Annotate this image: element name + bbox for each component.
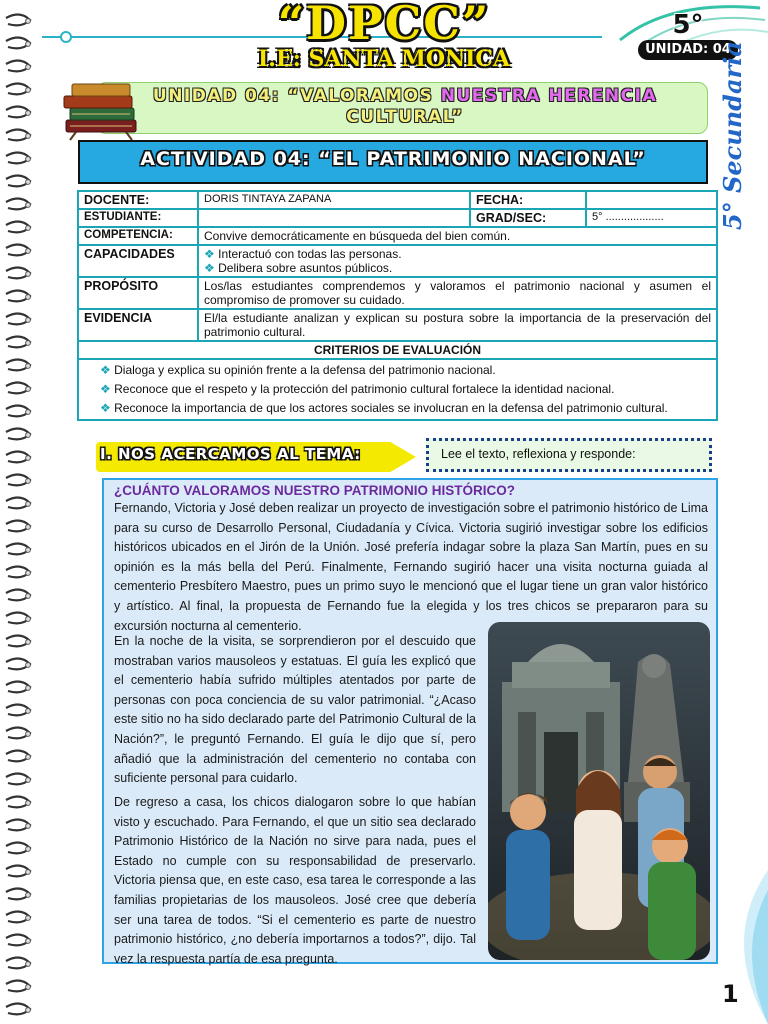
- grade-number: 5°: [672, 10, 704, 40]
- capacidad-text: Interactuó con todas las personas.: [218, 247, 402, 261]
- side-label-text: 5° Secundaria: [718, 41, 747, 230]
- spiral-hole-icon: [26, 1008, 31, 1013]
- unit-title-part2: CULTURAL”: [346, 107, 464, 127]
- spiral-hole-icon: [26, 295, 31, 300]
- spiral-hole-icon: [26, 962, 31, 967]
- spiral-binding-icon: [0, 0, 34, 1024]
- estudiante-label: ESTUDIANTE:: [78, 209, 198, 227]
- side-label: [718, 41, 758, 230]
- spiral-hole-icon: [26, 341, 31, 346]
- diamond-bullet-icon: ❖: [204, 247, 215, 261]
- activity-title: ACTIVIDAD 04: “EL PATRIMONIO NACIONAL”: [140, 148, 646, 170]
- criterio-text: Reconoce la importancia de que los actores sociales se involucran en la defensa del patrimonio cultural.: [114, 401, 668, 415]
- fecha-field[interactable]: [586, 191, 717, 209]
- school-name: I.E: SANTA MONICA: [258, 46, 510, 72]
- spiral-hole-icon: [26, 364, 31, 369]
- capacidades-list: [198, 245, 717, 277]
- docente-label: DOCENTE:: [78, 191, 198, 209]
- unit-badge: UNIDAD: 04: [638, 40, 738, 60]
- list-item: [204, 247, 711, 261]
- criterios-list: [78, 359, 717, 420]
- spiral-hole-icon: [26, 203, 31, 208]
- spiral-hole-icon: [26, 916, 31, 921]
- spiral-hole-icon: [26, 88, 31, 93]
- evidencia-label: EVIDENCIA: [78, 309, 198, 341]
- list-item: [84, 380, 711, 399]
- spiral-hole-icon: [26, 387, 31, 392]
- unit-title-accent: NUESTRA HERENCIA: [440, 86, 658, 106]
- spiral-hole-icon: [26, 479, 31, 484]
- diamond-bullet-icon: ❖: [100, 363, 111, 377]
- activity-info-table: [77, 190, 718, 421]
- spiral-hole-icon: [26, 847, 31, 852]
- spiral-hole-icon: [26, 801, 31, 806]
- page-title: “DPCC”: [277, 0, 491, 50]
- spiral-hole-icon: [26, 709, 31, 714]
- spiral-hole-icon: [26, 410, 31, 415]
- capacidad-text: Delibera sobre asuntos públicos.: [218, 261, 393, 275]
- unit-title: [110, 86, 700, 128]
- spiral-hole-icon: [26, 318, 31, 323]
- estudiante-field[interactable]: [198, 209, 470, 227]
- list-item: [204, 261, 711, 275]
- spiral-hole-icon: [26, 525, 31, 530]
- spiral-hole-icon: [26, 502, 31, 507]
- docente-value: DORIS TINTAYA ZAPANA: [198, 191, 470, 209]
- spiral-hole-icon: [26, 893, 31, 898]
- reading-paragraph-3: De regreso a casa, los chicos dialogaron sobre lo que habían visto y escuchado. Para Fernando, el que un sitio sea declarado Patrimonio Histórico de la Nación no sirve para nada, pues el Estado no cumple con su responsabilidad de preservarlo. Victoria piensa que, en este caso, esa tarea le corresponde a las familias propietarias de los mausoleos. José cree que debería ser una tarea de todos. “Si el cementerio es parte de nuestro patrimonio histórico, ¿no debería importarnos a todos?”, dijo. Tal vez la respuesta partía de esa pregunta.: [114, 795, 476, 966]
- competencia-label: COMPETENCIA:: [78, 227, 198, 245]
- section-title: I. NOS ACERCAMOS AL TEMA:: [100, 445, 361, 463]
- spiral-hole-icon: [26, 594, 31, 599]
- page-number: 1: [722, 980, 739, 1008]
- spiral-hole-icon: [26, 548, 31, 553]
- criterios-header: CRITERIOS DE EVALUACIÓN: [78, 341, 717, 359]
- reading-paragraph-1: Fernando, Victoria y José deben realizar un proyecto de investigación sobre el patrimonio histórico de Lima para su curso de Desarrollo Personal, Ciudadanía y Cívica. Victoria sugirió investigar sobre los edificios históricos ubicados en el Jirón de la Unión. José prefería indagar sobre la plaza San Martín, pues en su opinión es la más bella del Perú. Finalmente, Fernando sugirió hacer una visita nocturna guiada al cementerio Presbítero Maestro, pues un primo suyo le mencionó que el lugar tiene un gran valor histórico y artístico. Al final, la propuesta de Fernando fue la elegida y los tres chicos se prepararon para su excursión nocturna al cementerio.: [114, 501, 708, 633]
- list-item: [84, 361, 711, 380]
- spiral-hole-icon: [26, 686, 31, 691]
- criterio-text: Reconoce que el respeto y la protección del patrimonio cultural fortalece la identidad nacional.: [114, 382, 615, 396]
- spiral-hole-icon: [26, 111, 31, 116]
- proposito-label: PROPÓSITO: [78, 277, 198, 309]
- unit-title-part1: UNIDAD 04: “VALORAMOS: [152, 86, 441, 106]
- proposito-value: Los/las estudiantes comprendemos y valoramos el patrimonio nacional y asumen el compromiso de promover su cuidado.: [198, 277, 717, 309]
- list-item: [84, 399, 711, 418]
- spiral-hole-icon: [26, 870, 31, 875]
- spiral-hole-icon: [26, 249, 31, 254]
- grad-field[interactable]: 5° ...................: [586, 209, 717, 227]
- grad-label: GRAD/SEC:: [470, 209, 586, 227]
- spiral-hole-icon: [26, 663, 31, 668]
- instruction-box: Lee el texto, reflexiona y responde:: [426, 438, 712, 472]
- spiral-hole-icon: [26, 134, 31, 139]
- diamond-bullet-icon: ❖: [204, 261, 215, 275]
- diamond-bullet-icon: ❖: [100, 382, 111, 396]
- spiral-hole-icon: [26, 732, 31, 737]
- criterio-text: Dialoga y explica su opinión frente a la defensa del patrimonio nacional.: [114, 363, 496, 377]
- spiral-hole-icon: [26, 640, 31, 645]
- spiral-hole-icon: [26, 180, 31, 185]
- diamond-bullet-icon: ❖: [100, 401, 111, 415]
- spiral-hole-icon: [26, 433, 31, 438]
- fecha-label: FECHA:: [470, 191, 586, 209]
- spiral-hole-icon: [26, 456, 31, 461]
- spiral-hole-icon: [26, 985, 31, 990]
- spiral-hole-icon: [26, 226, 31, 231]
- spiral-hole-icon: [26, 571, 31, 576]
- capacidades-label: CAPACIDADES: [78, 245, 198, 277]
- spiral-hole-icon: [26, 939, 31, 944]
- spiral-hole-icon: [26, 778, 31, 783]
- evidencia-value: El/la estudiante analizan y explican su postura sobre la importancia de la preservación del patrimonio cultural.: [198, 309, 717, 341]
- competencia-value: Convive democráticamente en búsqueda del bien común.: [198, 227, 717, 245]
- reading-title: ¿CUÁNTO VALORAMOS NUESTRO PATRIMONIO HISTÓRICO?: [114, 483, 515, 498]
- spiral-hole-icon: [26, 157, 31, 162]
- reading-paragraph-2: En la noche de la visita, se sorprendieron por el descuido que mostraban varios mausoleos y estatuas. El guía les explicó que el cementerio había sufrido múltiples atentados por parte de personas con poca conciencia de su valor patrimonial. “¿Acaso este sitio no ha sido declarado parte del Patrimonio Cultural de la Nación?”, le preguntó Fernando. El guía le dijo que sí, pero añadió que la administración del cementerio no contaba con suficiente personal para cuidarlo.: [114, 634, 476, 786]
- spiral-hole-icon: [26, 272, 31, 277]
- spiral-hole-icon: [26, 824, 31, 829]
- spiral-hole-icon: [26, 617, 31, 622]
- spiral-hole-icon: [26, 755, 31, 760]
- cemetery-illustration: [488, 622, 710, 960]
